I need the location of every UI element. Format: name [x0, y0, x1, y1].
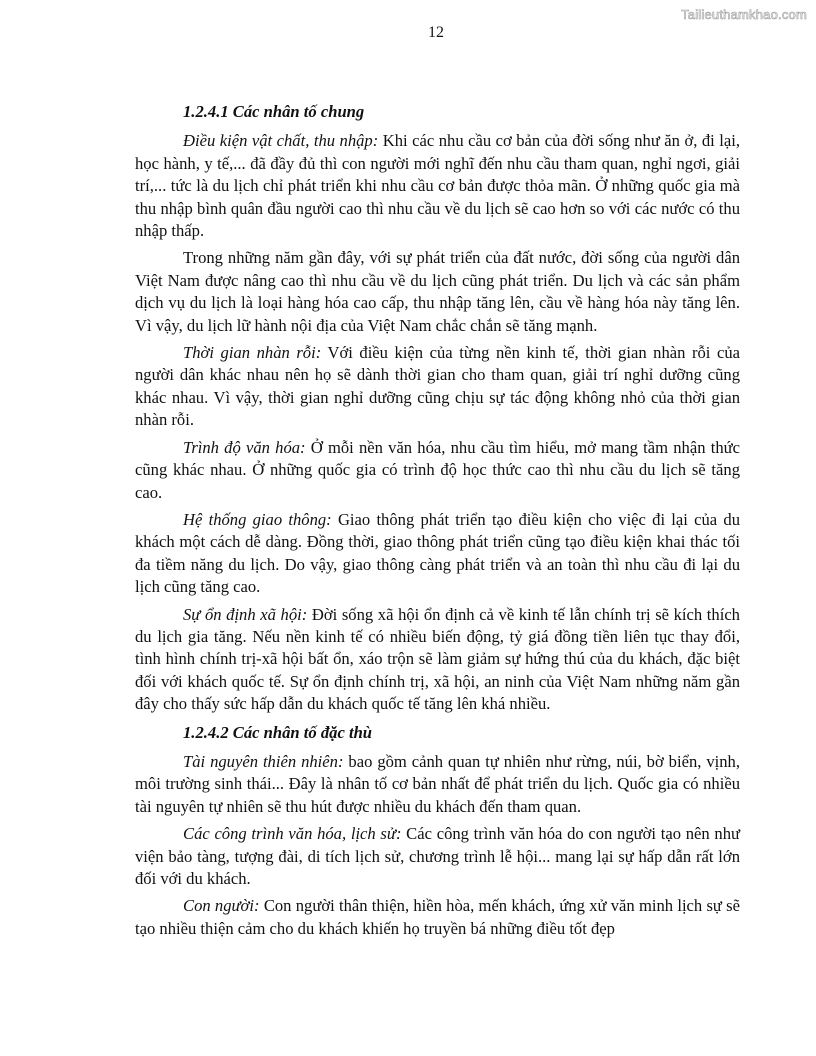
paragraph	[135, 895, 740, 940]
paragraph	[135, 751, 740, 818]
watermark: Tailieuthamkhao.com	[681, 7, 807, 22]
paragraph-text: Khi các nhu cầu cơ bản của đời sống như ăn ở, đi lại, học hành, y tế,... đã đầy đủ thì con người mới nghĩ đến nhu cầu tham quan, nghỉ ngơi, giải trí,... tức là du lịch chỉ phát triển khi nhu cầu cơ bản được thỏa mãn. Ở những quốc gia mà thu nhập bình quân đầu người cao thì nhu cầu về du lịch sẽ cao hơn so với các nước có thu nhập thấp.	[135, 131, 741, 241]
paragraph	[135, 247, 740, 337]
page-content	[135, 101, 740, 945]
paragraph-lead: Điều kiện vật chất, thu nhập:	[183, 131, 379, 151]
paragraph-text: Đời sống xã hội ổn định cả về kinh tế lẫn chính trị sẽ kích thích du lịch gia tăng. Nếu nền kinh tế có nhiều biến động, tỷ giá đồng tiền liên tục thay đổi, tình hình chính trị-xã hội bất ổn, xáo trộn sẽ làm giảm sự hứng thú của du khách, đặc biệt đối với khách quốc tế. Sự ổn định chính trị, xã hội, an ninh của Việt Nam những năm gần đây cho thấy sức hấp dẫn du khách quốc tế tăng lên khá nhiều.	[135, 604, 740, 714]
paragraph-text: Con người thân thiện, hiền hòa, mến khách, ứng xử văn minh lịch sự sẽ tạo nhiều thiện cảm cho du khách khiến họ truyền bá những điều tốt đẹp	[135, 896, 740, 938]
paragraph-text: Ở mỗi nền văn hóa, nhu cầu tìm hiểu, mở mang tầm nhận thức cũng khác nhau. Ở những quốc gia có trình độ học thức cao thì nhu cầu du lịch sẽ tăng cao.	[135, 437, 740, 502]
paragraph-lead: Hệ thống giao thông:	[183, 509, 332, 529]
paragraph	[135, 509, 740, 599]
paragraph-text: Trong những năm gần đây, với sự phát triển của đất nước, đời sống của người dân Việt Nam được nâng cao thì nhu cầu về du lịch cũng phát triển. Du lịch và các sản phẩm dịch vụ du lịch là loại hàng hóa cao cấp, thu nhập tăng lên, cầu về hàng hóa này tăng lên. Vì vậy, du lịch lữ hành nội địa của Việt Nam chắc chắn sẽ tăng mạnh.	[135, 248, 740, 335]
section-heading-1: 1.2.4.1 Các nhân tố chung	[183, 102, 365, 121]
paragraph-lead: Sự ổn định xã hội:	[183, 604, 308, 624]
paragraph-lead: Trình độ văn hóa:	[183, 437, 306, 457]
paragraph	[135, 604, 740, 716]
paragraph-lead: Tài nguyên thiên nhiên:	[183, 751, 344, 771]
page-number: 12	[428, 24, 444, 41]
paragraph	[135, 342, 740, 432]
paragraph-text: Giao thông phát triển tạo điều kiện cho việc đi lại của du khách một cách dễ dàng. Đồng thời, giao thông phát triển cũng tạo điều kiện khai thác tối đa tiềm năng du lịch. Do vậy, giao thông càng phát triển và an toàn thì nhu cầu đi lại du lịch cũng tăng cao.	[135, 509, 740, 597]
paragraph-lead: Thời gian nhàn rỗi:	[183, 343, 322, 363]
paragraph	[135, 437, 740, 504]
paragraph	[135, 130, 740, 242]
paragraph-lead: Con người:	[183, 896, 260, 916]
paragraph-text: Với điều kiện của từng nền kinh tế, thời gian nhàn rỗi của người dân khác nhau nên họ sẽ dành thời gian cho tham quan, giải trí nghỉ dưỡng cũng khác nhau. Vì vậy, thời gian nghỉ dưỡng cũng chịu sự tác động không nhỏ của thời gian nhàn rỗi.	[135, 343, 740, 430]
paragraph-text: Các công trình văn hóa do con người tạo nên như viện bảo tàng, tượng đài, di tích lịch sử, chương trình lễ hội... mang lại sự hấp dẫn rất lớn đối với du khách.	[135, 824, 740, 888]
paragraph	[135, 823, 740, 890]
section-heading-2: 1.2.4.2 Các nhân tố đặc thù	[183, 722, 373, 742]
paragraph-lead: Các công trình văn hóa, lịch sử:	[183, 824, 402, 844]
paragraph-text: bao gồm cảnh quan tự nhiên như rừng, núi, bờ biển, vịnh, môi trường sinh thái... Đây là nhân tố cơ bản nhất để phát triển du lịch. Quốc gia có nhiều tài nguyên tự nhiên sẽ thu hút được nhiều du khách đến tham quan.	[135, 751, 740, 816]
